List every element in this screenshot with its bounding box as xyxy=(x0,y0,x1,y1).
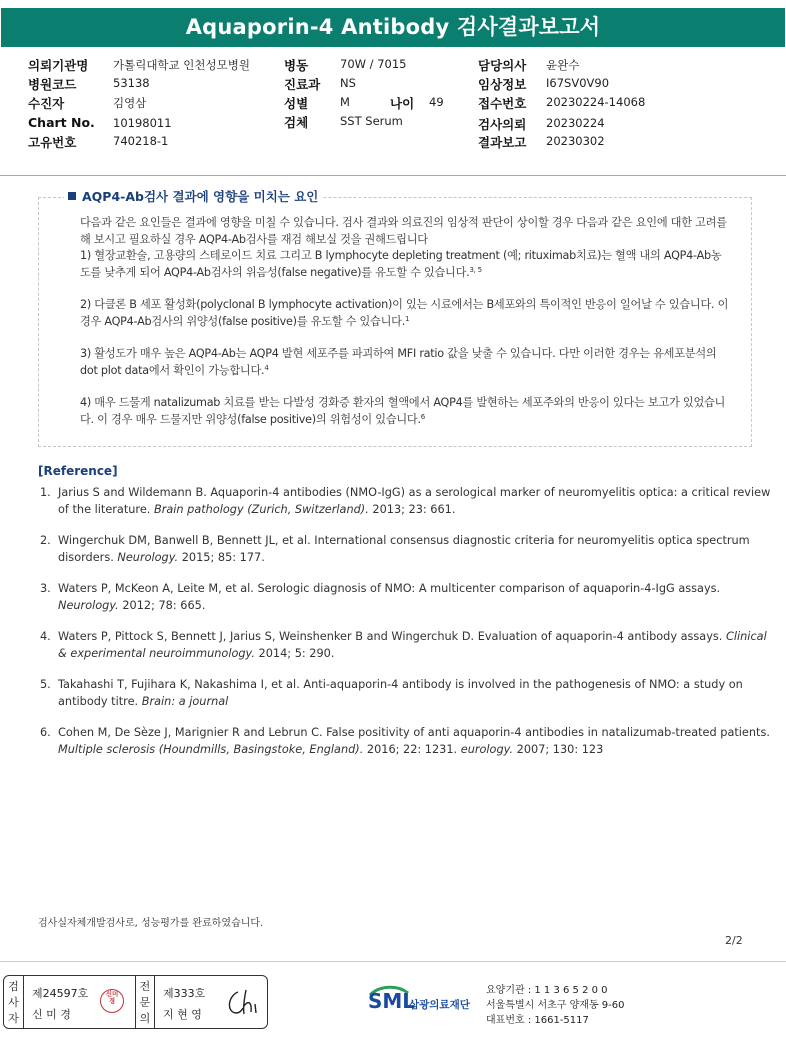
dept-label: 진료과 xyxy=(284,77,321,92)
factors-body xyxy=(80,215,730,428)
age-value: 49 xyxy=(429,95,444,109)
request-label: 검사의뢰 xyxy=(478,117,527,132)
specimen-label: 검체 xyxy=(284,115,309,130)
tester-license: 제24597호 xyxy=(32,987,89,1000)
org-code: 요양기관 : 1 1 3 6 5 2 0 0 xyxy=(486,985,608,996)
code-label: 병원코드 xyxy=(28,77,77,92)
report-title: Aquaporin-4 Antibody 검사결과보고서 xyxy=(1,8,785,47)
report-value: 20230302 xyxy=(546,134,605,148)
footer-divider xyxy=(0,961,786,962)
reference-item: 6. Cohen M, De Sèze J, Marignier R and Lebrun C. False positivity of anti aquaporin-4 antibodies in natalizumab-treated patients. Multiple sclerosis (Houndmills, Basingstoke, England). 2016; 22: 1231. eurology. 2007; 130: 123 xyxy=(40,726,770,756)
org-address: 서울특별시 서초구 양재동 9-60 xyxy=(486,1000,625,1011)
citation-1: 3, 5 xyxy=(469,265,482,274)
sml-logo xyxy=(368,987,476,1021)
factor-item-4: 4) 매우 드물게 natalizumab 치료를 받는 다발성 경화증 환자의 혈액에서 AQP4를 발현하는 세포주와의 반응이 있다는 보고가 있었습니다. 이 경우 매우 드물지만 위양성(false positive)의 위험성이 있습니다.$^6$ xyxy=(80,396,726,426)
chart-value: 10198011 xyxy=(113,116,172,130)
reference-item: 3. Waters P, McKeon A, Leite M, et al. Serologic diagnosis of NMO: A multicenter comparison of aquaporin-4-IgG assays. Neurology. 2012; 78: 665. xyxy=(40,582,721,612)
ward-value: 70W / 7015 xyxy=(340,57,407,71)
code-value: 53138 xyxy=(113,76,150,90)
chart-label: Chart No. xyxy=(28,115,95,130)
factor-item-2: 2) 다클론 B 세포 활성화(polyclonal B lymphocyte activation)이 있는 시료에서는 B세포와의 특이적인 반응이 일어날 수 있습니다. 이 경우 AQP4-Ab검사의 위양성(false positive)를 유도할 수 있습니다.$^1$ xyxy=(80,298,729,328)
org-phone: 대표번호 : 1661-5117 xyxy=(486,1015,589,1026)
patient-info xyxy=(0,56,786,152)
specialist-license: 제333호 xyxy=(163,987,206,1000)
dept-value: NS xyxy=(340,76,356,90)
receipt-value: 20230224-14068 xyxy=(546,95,646,109)
specialist-name: 지 현 영 xyxy=(163,1008,202,1021)
validation-note: 검사실자체개발검사로, 성능평가를 완료하였습니다. xyxy=(38,918,264,929)
logo-letters: SML xyxy=(368,989,416,1013)
reference-item: 1. Jarius S and Wildemann B. Aquaporin-4 antibodies (NMO-IgG) as a serological marker of neuromyelitis optica: a critical review of the literature. Brain pathology (Zurich, Switzerland). 2013; 23: 661. xyxy=(40,486,771,516)
reference-item: 2. Wingerchuk DM, Banwell B, Bennett JL, et al. International consensus diagnostic criteria for neuromyelitis optica spectrum disorders. Neurology. 2015; 85: 177. xyxy=(40,534,750,564)
ward-label: 병동 xyxy=(284,58,309,73)
reference-list xyxy=(40,485,778,773)
factor-item-3: 3) 활성도가 매우 높은 AQP4-Ab는 AQP4 발현 세포주를 파괴하여 MFI ratio 값을 낮출 수 있습니다. 다만 이러한 경우는 유세포분석의 dot plot data에서 확인이 가능합니다.$^4$ xyxy=(80,347,717,377)
citation-3: 4 xyxy=(264,363,269,372)
examinee-label: 수진자 xyxy=(28,96,65,111)
header-divider xyxy=(0,175,786,176)
page-number: 2/2 xyxy=(725,934,743,947)
hospital-label: 의뢰기관명 xyxy=(28,58,89,73)
reference-title: [Reference] xyxy=(38,464,118,478)
id-label: 고유번호 xyxy=(28,135,77,150)
doctor-value: 윤완수 xyxy=(546,58,580,72)
citation-2: 1 xyxy=(405,314,410,323)
age-label: 나이 xyxy=(390,96,415,111)
specimen-value: SST Serum xyxy=(340,114,403,128)
factors-heading xyxy=(64,187,322,205)
clinical-value: I67SV0V90 xyxy=(546,76,610,90)
examinee-value: 김영삼 xyxy=(113,96,147,110)
reference-item: 5. Takahashi T, Fujihara K, Nakashima I, et al. Anti-aquaporin-4 antibody is involved in the pathogenesis of NMO: a study on antibody titre. Brain: a journal xyxy=(40,678,743,708)
hospital-value: 가톨릭대학교 인천성모병원 xyxy=(113,58,250,72)
tester-seal: 신미경 xyxy=(100,989,124,1013)
reference-item: 4. Waters P, Pittock S, Bennett J, Jarius S, Weinshenker B and Wingerchuk D. Evaluation of aquaporin-4 antibody assays. Clinical & experimental neuroimmunology. 2014; 5: 290. xyxy=(40,630,767,660)
id-value: 740218-1 xyxy=(113,134,169,148)
factor-item-1: 1) 혈장교환술, 고용량의 스테로이드 치료 그리고 B lymphocyte depleting treatment (예; rituximab치료)는 혈액 내의 AQP4-Ab농도를 낮추게 되어 AQP4-Ab검사의 위음성(false negative)를 유도할 수 있습니다.$^{3, 5}$ xyxy=(80,249,722,279)
receipt-label: 접수번호 xyxy=(478,96,527,111)
signature-icon xyxy=(224,986,264,1020)
doctor-label: 담당의사 xyxy=(478,58,527,73)
report-label: 결과보고 xyxy=(478,135,527,150)
signature-box xyxy=(3,975,268,1029)
logo-org-name: 삼광의료재단 xyxy=(409,999,470,1011)
sex-label: 성별 xyxy=(284,96,309,111)
square-bullet-icon xyxy=(68,192,76,200)
tester-label: 검사자 xyxy=(4,976,24,1028)
factors-intro: 다음과 같은 요인들은 결과에 영향을 미칠 수 있습니다. 검사 결과와 의료진의 임상적 판단이 상이할 경우 다음과 같은 요인에 대한 고려를 해 보시고 필요하실 경우 AQP4-Ab검사를 재검 해보실 것을 권해드립니다 xyxy=(80,216,727,246)
tester-name: 신 미 경 xyxy=(32,1008,71,1021)
request-value: 20230224 xyxy=(546,116,605,130)
citation-4: 6 xyxy=(420,412,426,421)
org-info xyxy=(486,983,625,1028)
factors-heading-text: AQP4-Ab검사 결과에 영향을 미치는 요인 xyxy=(82,189,319,204)
clinical-label: 임상정보 xyxy=(478,77,527,92)
sex-value: M xyxy=(340,95,350,109)
specialist-label: 전문의 xyxy=(135,976,155,1028)
